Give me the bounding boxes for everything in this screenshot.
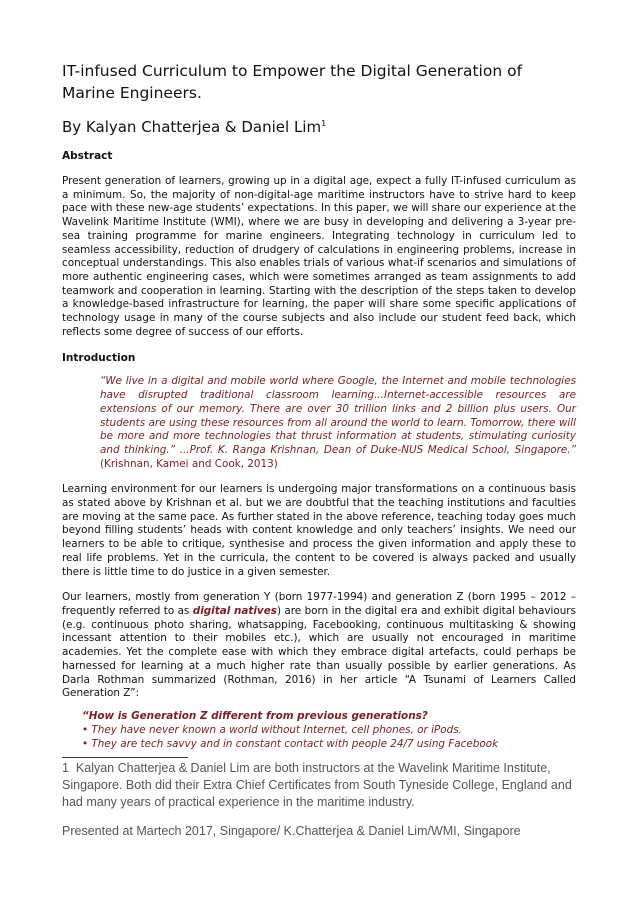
generation-z-list <box>82 709 576 751</box>
digital-natives-term: digital natives <box>192 604 277 617</box>
krishnan-quote <box>100 375 576 471</box>
footnote-reference[interactable]: 1 <box>321 119 327 128</box>
quote-citation: (Krishnan, Kamei and Cook, 2013) <box>100 457 278 470</box>
footnote-divider <box>62 757 188 758</box>
list-item: • They are tech savvy and in constant contact with people 24/7 using Facebook <box>82 737 499 750</box>
abstract-body: Present generation of learners, growing up in a digital age, expect a fully IT-infused curriculum as a minimum. So, the majority of non-digital-age maritime instructors have to strive hard to keep pace with these new-age students’ expectations. In this paper, we will share our experience at the Wavelink Maritime Institute (WMI), where we are busy in developing and delivering a 3-year pre-sea training programme for marine engineers. Integrating technology in curriculum led to seamless accessibility, reduction of drudgery of calculations in engineering problems, increase in conceptual understandings. This also enables trials of various what-if scenarios and simulations of more authentic engineering cases, which were sometimes arranged as team assignments to add teamwork and cooperation in learning. Starting with the description of the steps taken to develop a knowledge-based infrastructure for learning, the paper will share some specific applications of technology usage in many of the course subjects and also include our student feed back, which reflects some degree of success of our efforts. <box>62 175 576 338</box>
footnote-text: Kalyan Chatterjea & Daniel Lim are both instructors at the Wavelink Maritime Institute, Singapore. Both did their Extra Chief Certificates from South Tyneside College, England and had many years of practical experience in the maritime industry. <box>62 760 572 809</box>
page-content <box>62 60 576 840</box>
para2-after: ) are born in the digital era and exhibit digital behaviours (e.g. continuous photo sharing, whatsapping, Facebooking, continuous multitasking & showing incessant attention to their mobiles etc.), which are usually not encouraged in maritime academies. Yet the complete ease with which they embrace digital artefacts, could perhaps be harnessed for learning at a much higher rate than usually possible by earlier generations. As Darla Rothman summarized (Rothman, 2016) in her article “A Tsunami of Learners Called Generation Z”: <box>62 604 576 700</box>
intro-paragraph-1: Learning environment for our learners is undergoing major transformations on a continuous basis as stated above by Krishnan et al. but we are doubtful that the teaching institutions and faculties are moving at the same pace. As further stated in the above reference, teaching today goes much beyond filling students’ heads with content knowledge and only teachers’ insights. We need our learners to be able to critique, synthesise and process the given information and apply these to real life problems. Yet in the curricula, the content to be covered is always packed and usually there is little time to do justice in a given semester. <box>62 483 576 578</box>
author-byline <box>62 114 576 137</box>
intro-paragraph-2 <box>62 591 576 701</box>
introduction-heading: Introduction <box>62 352 136 365</box>
byline-text: By Kalyan Chatterjea & Daniel Lim <box>62 118 322 136</box>
footnote <box>62 760 576 811</box>
list-item: • They have never known a world without Internet, cell phones, or iPods. <box>82 723 462 736</box>
presented-line: Presented at Martech 2017, Singapore/ K.Chatterjea & Daniel Lim/WMI, Singapore <box>62 823 521 838</box>
abstract-heading: Abstract <box>62 150 113 162</box>
para2-before: Our learners, mostly from generation Y (born 1977-1994) and generation Z (born 1995 – 2012 – frequently referred to as <box>62 591 576 617</box>
footnote-mark: 1 <box>62 760 69 775</box>
quote-text: “We live in a digital and mobile world where Google, the Internet and mobile technologies have disrupted traditional classroom learning...Internet-accessible resources are extensions of our memory. There are over 30 trillion links and 2 billion plus users. Our students are using these resources from all around the world to learn. Tomorrow, there will be more and more technologies that thrust information at students, stimulating curiosity and thinking.” ...Prof. K. Ranga Krishnan, Dean of Duke-NUS Medical School, Singapore.” <box>100 375 576 456</box>
generation-z-question: “How is Generation Z different from previous generations? <box>82 709 428 722</box>
paper-title: IT-infused Curriculum to Empower the Digital Generation of Marine Engineers. <box>62 62 523 102</box>
